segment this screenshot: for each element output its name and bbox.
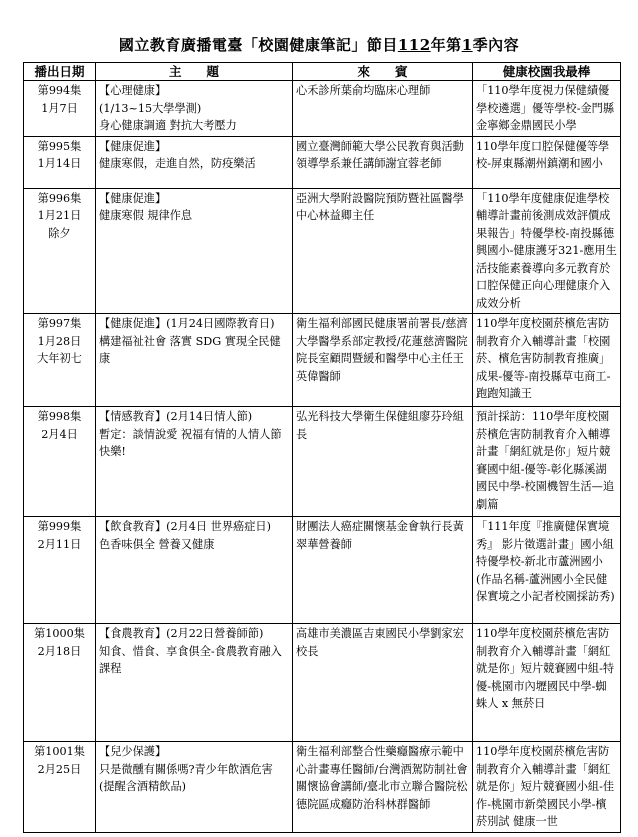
topic-text: 健康寒假，走進自然，防疫樂活: [99, 157, 256, 170]
title-year: 112: [397, 36, 431, 54]
guest-cell: 亞洲大學附設醫院預防暨社區醫學中心林益卿主任: [293, 188, 473, 314]
broadcast-date: 1月21日: [37, 209, 82, 222]
topic-text: 只是微醺有關係嗎?青少年飲酒危害 (提醒含酒精飲品): [99, 762, 273, 793]
topic-cell: [96, 314, 293, 407]
guest-cell: 衛生福利部國民健康署前署長/慈濟大學醫學系部定教授/花蓮慈濟醫院院長室顧問暨緩和醫學中心主任王英偉醫師: [293, 314, 473, 407]
broadcast-date: 1月14日: [37, 157, 82, 170]
topic-text: 暫定：談情說愛 祝福有情的人情人節快樂!: [99, 427, 282, 458]
topic-category: 【飲食教育】(2月4日 世界癌症日): [99, 520, 271, 533]
healthy-campus-cell: 預計採訪：110學年度校園菸檳危害防制教育介入輔導計畫「網紅就是你」短片競賽國中組-優等-彰化縣溪湖國民中學-校園機智生活—追劇篇: [473, 407, 621, 517]
broadcast-date-cell: [24, 81, 96, 137]
topic-category: 【兒少保護】: [99, 745, 167, 758]
episode-number: 第998集: [37, 410, 82, 423]
topic-category: 【健康促進】: [99, 191, 167, 205]
guest-cell: 高雄市美濃區吉東國民小學劉家宏校長: [293, 624, 473, 742]
broadcast-date: 1月28日: [37, 334, 82, 348]
broadcast-date-cell: [24, 188, 96, 314]
program-schedule-table: [23, 62, 621, 833]
healthy-campus-cell: 「110學年度視力保健績優學校遴選」優等學校-金門縣金寧鄉金鼎國民小學: [473, 81, 621, 137]
table-row: [24, 517, 621, 624]
header-healthy-campus: 健康校園我最棒: [473, 63, 621, 81]
title-suffix: 季內容: [472, 36, 520, 54]
episode-number: 第995集: [37, 139, 82, 153]
healthy-campus-cell: 110學年度校園菸檳危害防制教育介入輔導計畫「網紅就是你」短片競賽國小組-佳作-桃園市新榮國民小學-檳菸別試 健康一世: [473, 742, 621, 833]
topic-text: 知食、惜食、享食俱全-食農教育融入課程: [99, 644, 282, 675]
topic-text: 身心健康調適 對抗大考壓力: [99, 119, 237, 132]
title-prefix: 國立教育廣播電臺「校園健康筆記」節目: [118, 36, 398, 54]
table-row: [24, 81, 621, 137]
topic-text: 健康寒假 規律作息: [99, 209, 193, 222]
guest-cell: 財團法人癌症關懷基金會執行長黃翠華營養師: [293, 517, 473, 624]
broadcast-date-cell: [24, 407, 96, 517]
topic-cell: [96, 81, 293, 137]
broadcast-date-cell: [24, 314, 96, 407]
date-note: 除夕: [48, 226, 71, 240]
table-row: [24, 314, 621, 407]
header-guest: 來 賓: [293, 63, 473, 81]
healthy-campus-cell: 110學年度校園菸檳危害防制教育介入輔導計畫「網紅就是你」短片競賽國中組-特優-桃園市內壢國民中學-蜘蛛人 x 無菸日: [473, 624, 621, 742]
topic-cell: [96, 188, 293, 314]
broadcast-date: 2月4日: [41, 427, 78, 441]
episode-number: 第1001集: [34, 745, 85, 758]
episode-number: 第996集: [37, 191, 82, 205]
episode-number: 第997集: [37, 317, 82, 330]
healthy-campus-cell: 110學年度校園菸檳危害防制教育介入輔導計畫「校園菸、檳危害防制教育推廣」成果-優等-南投縣草屯商工-跑跑知識王: [473, 314, 621, 407]
topic-category: 【健康促進】: [99, 139, 167, 153]
broadcast-date-cell: [24, 742, 96, 833]
title-season: 1: [461, 36, 473, 54]
episode-number: 第994集: [37, 84, 82, 97]
guest-cell: 國立臺灣師範大學公民教育與活動領導學系兼任講師謝宜蓉老師: [293, 136, 473, 188]
episode-number: 第999集: [37, 520, 82, 533]
guest-cell: 弘光科技大學衛生保健組廖芬玲組長: [293, 407, 473, 517]
table-header-row: [24, 63, 621, 81]
topic-cell: [96, 136, 293, 188]
page-title: [0, 34, 638, 55]
table-row: [24, 407, 621, 517]
broadcast-date-cell: [24, 624, 96, 742]
topic-text: (1/13~15大學學測): [99, 101, 202, 115]
table-row: [24, 136, 621, 188]
table-row: [24, 742, 621, 833]
episode-number: 第1000集: [34, 627, 85, 640]
broadcast-date: 2月18日: [37, 644, 82, 658]
topic-category: 【心理健康】: [99, 84, 167, 97]
table-row: [24, 188, 621, 314]
broadcast-date: 2月11日: [37, 537, 82, 551]
topic-text: 色香味俱全 營養又健康: [99, 537, 215, 551]
broadcast-date-cell: [24, 517, 96, 624]
title-middle: 年第: [430, 36, 462, 54]
topic-cell: [96, 742, 293, 833]
topic-cell: [96, 517, 293, 624]
header-broadcast-date: 播出日期: [24, 63, 96, 81]
guest-cell: 衛生福利部整合性藥癮醫療示範中心計畫專任醫師/台灣酒駕防制社會關懷協會講師/臺北市立聯合醫院松德院區成癮防治科林群醫師: [293, 742, 473, 833]
broadcast-date: 1月7日: [41, 101, 78, 115]
broadcast-date-cell: [24, 136, 96, 188]
topic-category: 【健康促進】(1月24日國際教育日): [99, 317, 275, 330]
topic-cell: [96, 624, 293, 742]
guest-cell: 心禾診所葉俞均臨床心理師: [293, 81, 473, 137]
date-note: 大年初七: [37, 352, 82, 365]
topic-text: 構建福祉社會 落實 SDG 實現全民健康: [99, 334, 281, 365]
healthy-campus-cell: 「110學年度健康促進學校輔導計畫前後測成效評價成果報告」特優學校-南投縣德興國小-健康護牙321-應用生活技能素養導向多元教育於口腔保健正向心理健康介入成效分析: [473, 188, 621, 314]
topic-category: 【情感教育】(2月14日情人節): [99, 410, 253, 423]
broadcast-date: 2月25日: [37, 762, 82, 776]
healthy-campus-cell: 「111年度『推廣健保實境秀』 影片徵選計畫」國小組特優學校-新北市蘆洲國小(作品名稱-蘆洲國小全民健保實境之小記者校園採訪秀): [473, 517, 621, 624]
table-row: [24, 624, 621, 742]
healthy-campus-cell: 110學年度口腔保健優等學校-屏東縣潮州鎮潮和國小: [473, 136, 621, 188]
header-topic: 主 題: [96, 63, 293, 81]
topic-category: 【食農教育】(2月22日營養師節): [99, 627, 264, 640]
topic-cell: [96, 407, 293, 517]
